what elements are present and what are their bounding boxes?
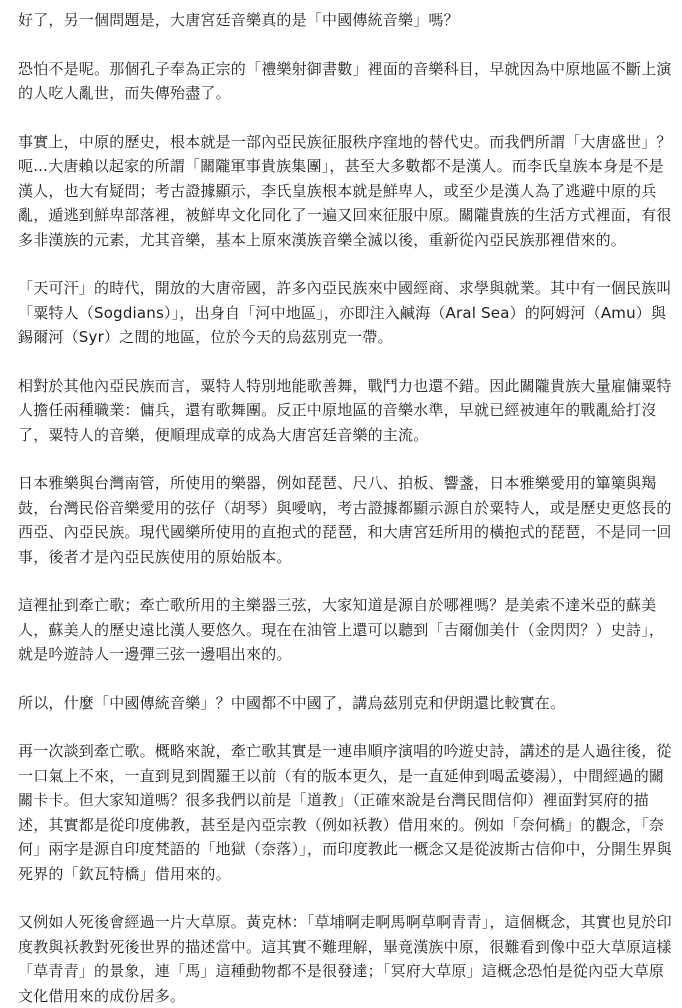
paragraph: 「天可汗」的時代，開放的大唐帝國，許多內亞民族來中國經商、求學與就業。其中有一個民族叫「粟特人（Sogdians）」，出身自「河中地區」，亦即注入鹹海（Aral Sea）的阿姆河（Amu）與錫爾河（Syr）之間的地區，位於今天的烏茲別克一帶。 <box>18 279 672 346</box>
paragraph: 恐怕不是呢。那個孔子奉為正宗的「禮樂射御書數」裡面的音樂科目，早就因為中原地區不斷上演的人吃人亂世，而失傳殆盡了。 <box>18 59 672 102</box>
paragraph: 又例如人死後會經過一片大草原。黃克林：「草埔啊走啊馬啊草啊青青」，這個概念，其實也見於印度教與袄教對死後世界的描述當中。這其實不難理解，畢竟漢族中原，很難看到像中亞大草原這樣「草青青」的景象，連「馬」這種動物都不是很發達；「冥府大草原」這概念恐怕是從內亞大草原文化借用來的成份居多。 <box>18 913 672 1005</box>
paragraph: 相對於其他內亞民族而言，粟特人特別地能歌善舞，戰鬥力也還不錯。因此關隴貴族大量雇傭粟特人擔任兩種職業：傭兵，還有歌舞團。反正中原地區的音樂水準，早就已經被連年的戰亂給打沒了，粟特人的音樂，便順理成章的成為大唐宮廷音樂的主流。 <box>18 376 672 444</box>
paragraph: 這裡扯到牽亡歌；牽亡歌所用的主樂器三弦，大家知道是源自於哪裡嗎？是美索不達米亞的蘇美人，蘇美人的歷史遠比漢人要悠久。現在在油管上還可以聽到「吉爾伽美什（金閃閃？）史詩」，就是吟遊詩人一邊彈三弦一邊唱出來的。 <box>18 596 665 663</box>
paragraph: 日本雅樂與台灣南管，所使用的樂器，例如琵琶、尺八、拍板、響盞，日本雅樂愛用的篳篥與羯鼓，台灣民俗音樂愛用的弦仔（胡琴）與噯吶，考古證據都顯示源自於粟特人，或是歷史更悠長的西亞、內亞民族。現代國樂所使用的直抱式的琵琶，和大唐宮廷所用的橫抱式的琵琶，不是同一回事，後者才是內亞民族使用的原始版本。 <box>18 474 672 566</box>
paragraph: 再一次談到牽亡歌。概略來說，牽亡歌其實是一連串順序演唱的吟遊史詩，講述的是人過往後，從一口氣上不來，一直到見到閻羅王以前（有的版本更久，是一直延伸到喝孟婆湯），中間經過的關關卡卡。但大家知道嗎？很多我們以前是「道教」（正確來說是台灣民間信仰）裡面對冥府的描述，其實都是從印度佛教，甚至是內亞宗教（例如袄教）借用來的。例如「奈何橋」的觀念，「奈何」兩字是源自印度梵語的「地獄（奈落）」，而印度教此一概念又是從波斯古信仰中，分開生界與死界的「欽瓦特橋」借用來的。 <box>18 742 672 883</box>
paragraph: 所以，什麼「中國傳統音樂」？中國都不中國了，講烏茲別克和伊朗還比較實在。 <box>18 693 566 712</box>
paragraph: 事實上，中原的歷史，根本就是一部內亞民族征服秩序窪地的替代史。而我們所謂「大唐盛世」？呃...大唐賴以起家的所謂「關隴軍事貴族集團」，甚至大多數都不是漢人。而李氏皇族本身是不是漢人，也大有疑問；考古證據顯示，李氏皇族根本就是鮮卑人，或至少是漢人為了逃避中原的兵亂，遁逃到鮮卑部落裡，被鮮卑文化同化了一遍又回來征服中原。關隴貴族的生活方式裡面，有很多非漢族的元素，尤其音樂，基本上原來漢族音樂全滅以後，重新從內亞民族那裡借來的。 <box>18 132 672 249</box>
paragraph: 好了，另一個問題是，大唐宮廷音樂真的是「中國傳統音樂」嗎？ <box>18 11 459 29</box>
